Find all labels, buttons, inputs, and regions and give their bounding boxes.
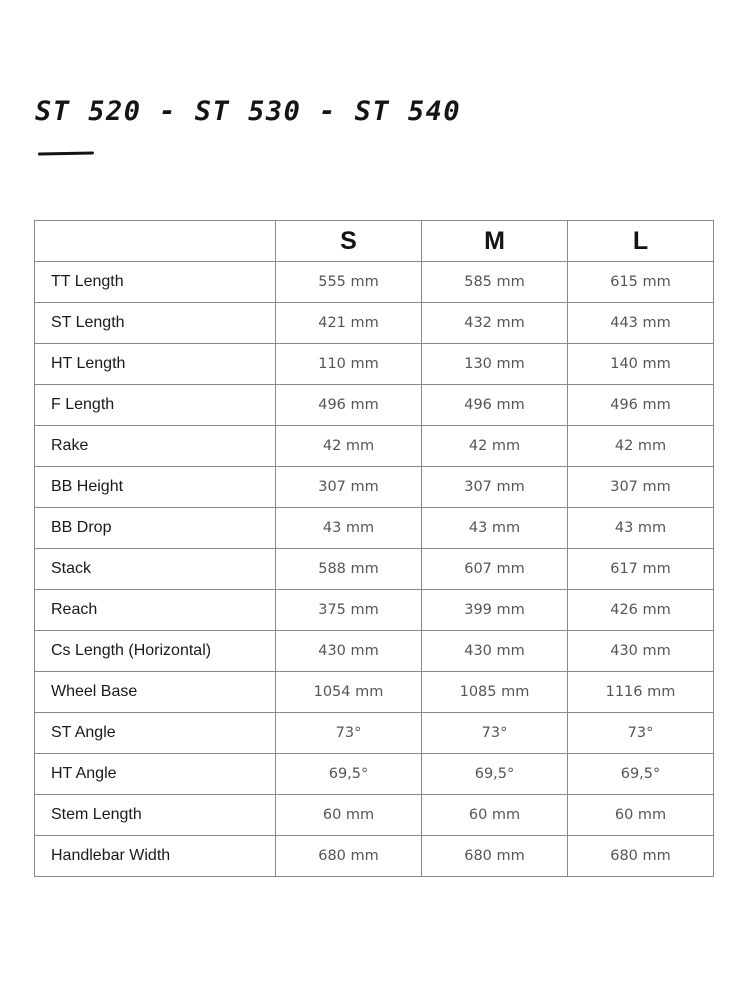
cell-value: 43 mm xyxy=(276,508,422,549)
cell-value: 140 mm xyxy=(568,344,714,385)
cell-value: 496 mm xyxy=(276,385,422,426)
row-label: Handlebar Width xyxy=(35,836,276,877)
table-row xyxy=(35,344,714,385)
cell-value: 496 mm xyxy=(422,385,568,426)
cell-value: 607 mm xyxy=(422,549,568,590)
cell-value: 430 mm xyxy=(422,631,568,672)
cell-value: 69,5° xyxy=(422,754,568,795)
row-label: Rake xyxy=(35,426,276,467)
cell-value: 1116 mm xyxy=(568,672,714,713)
row-label: ST Length xyxy=(35,303,276,344)
row-label: F Length xyxy=(35,385,276,426)
table-row xyxy=(35,426,714,467)
cell-value: 588 mm xyxy=(276,549,422,590)
cell-value: 375 mm xyxy=(276,590,422,631)
page-title: ST 520 - ST 530 - ST 540 xyxy=(35,96,462,127)
cell-value: 60 mm xyxy=(568,795,714,836)
table-row xyxy=(35,836,714,877)
cell-value: 680 mm xyxy=(568,836,714,877)
cell-value: 307 mm xyxy=(422,467,568,508)
size-header-m: M xyxy=(422,221,568,262)
cell-value: 130 mm xyxy=(422,344,568,385)
cell-value: 42 mm xyxy=(422,426,568,467)
cell-value: 42 mm xyxy=(568,426,714,467)
geometry-table xyxy=(34,220,714,877)
cell-value: 73° xyxy=(276,713,422,754)
cell-value: 69,5° xyxy=(276,754,422,795)
cell-value: 615 mm xyxy=(568,262,714,303)
cell-value: 432 mm xyxy=(422,303,568,344)
row-label: Stack xyxy=(35,549,276,590)
row-label: Stem Length xyxy=(35,795,276,836)
cell-value: 443 mm xyxy=(568,303,714,344)
cell-value: 73° xyxy=(422,713,568,754)
table-row xyxy=(35,508,714,549)
cell-value: 426 mm xyxy=(568,590,714,631)
cell-value: 60 mm xyxy=(276,795,422,836)
cell-value: 421 mm xyxy=(276,303,422,344)
table-row xyxy=(35,385,714,426)
row-label: BB Drop xyxy=(35,508,276,549)
cell-value: 496 mm xyxy=(568,385,714,426)
table-row xyxy=(35,672,714,713)
cell-value: 60 mm xyxy=(422,795,568,836)
title-underline-divider xyxy=(38,151,94,155)
cell-value: 73° xyxy=(568,713,714,754)
row-label: Cs Length (Horizontal) xyxy=(35,631,276,672)
cell-value: 69,5° xyxy=(568,754,714,795)
cell-value: 1054 mm xyxy=(276,672,422,713)
row-label: Wheel Base xyxy=(35,672,276,713)
row-label: Reach xyxy=(35,590,276,631)
row-label: BB Height xyxy=(35,467,276,508)
cell-value: 1085 mm xyxy=(422,672,568,713)
cell-value: 680 mm xyxy=(276,836,422,877)
row-label: TT Length xyxy=(35,262,276,303)
cell-value: 307 mm xyxy=(276,467,422,508)
cell-value: 585 mm xyxy=(422,262,568,303)
table-row xyxy=(35,262,714,303)
table-row xyxy=(35,590,714,631)
size-header-l: L xyxy=(568,221,714,262)
table-row xyxy=(35,549,714,590)
row-label: ST Angle xyxy=(35,713,276,754)
cell-value: 110 mm xyxy=(276,344,422,385)
cell-value: 430 mm xyxy=(276,631,422,672)
cell-value: 430 mm xyxy=(568,631,714,672)
row-label: HT Angle xyxy=(35,754,276,795)
row-label: HT Length xyxy=(35,344,276,385)
table-row xyxy=(35,631,714,672)
table-row xyxy=(35,713,714,754)
table-row xyxy=(35,795,714,836)
table-row xyxy=(35,754,714,795)
cell-value: 43 mm xyxy=(422,508,568,549)
cell-value: 617 mm xyxy=(568,549,714,590)
table-corner-cell xyxy=(35,221,276,262)
cell-value: 42 mm xyxy=(276,426,422,467)
size-header-s: S xyxy=(276,221,422,262)
cell-value: 555 mm xyxy=(276,262,422,303)
table-header-row xyxy=(35,221,714,262)
cell-value: 307 mm xyxy=(568,467,714,508)
cell-value: 680 mm xyxy=(422,836,568,877)
cell-value: 399 mm xyxy=(422,590,568,631)
table-row xyxy=(35,303,714,344)
cell-value: 43 mm xyxy=(568,508,714,549)
table-row xyxy=(35,467,714,508)
